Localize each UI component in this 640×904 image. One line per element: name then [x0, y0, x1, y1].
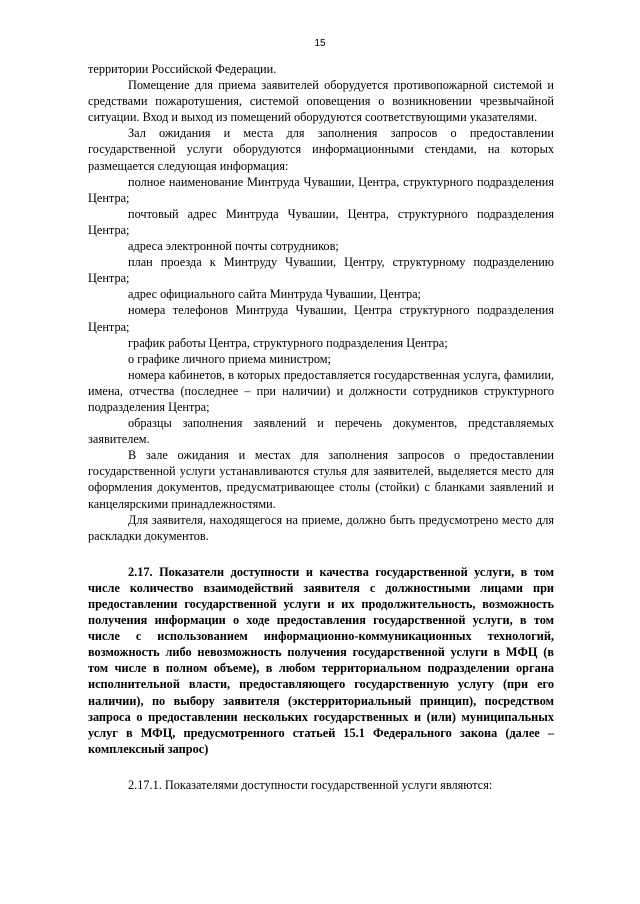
section-spacer [88, 544, 554, 564]
list-item: почтовый адрес Минтруда Чувашии, Центра, структурного подразделения Центра; [88, 206, 554, 237]
document-body [88, 61, 554, 793]
paragraph: Зал ожидания и места для заполнения запросов о предоставлении государственной услуги оборудуются информационными стендами, на которых размещается следующая информация: [88, 126, 554, 173]
list-item: адреса электронной почты сотрудников; [128, 239, 339, 254]
list-item: о графике личного приема министром; [128, 351, 331, 366]
paragraph: В зале ожидания и местах для заполнения запросов о предоставлении государственной услуги устанавливаются стулья для заявителей, выделяется место для оформления документов, предусматривающее столы (стойки) с бланками заявлений и канцелярскими принадлежностями. [88, 448, 554, 511]
list-item: номера кабинетов, в которых предоставляется государственная услуга, фамилии, имена, отчества (последнее – при наличии) и должности сотрудников структурного подразделения Центра; [88, 367, 554, 414]
paragraph: территории Российской Федерации. [88, 62, 277, 76]
paragraph: Для заявителя, находящегося на приеме, должно быть предусмотрено место для раскладки документов. [88, 512, 554, 543]
paragraph: Помещение для приема заявителей оборудуется противопожарной системой и средствами пожаротушения, системой оповещения о возникновении чрезвычайной ситуации. Вход и выход из помещений оборудуются соответствующими указателями. [88, 78, 554, 125]
section-heading: 2.17. Показатели доступности и качества государственной услуги, в том числе количество взаимодействий заявителя с должностными лицами при предоставлении государственной услуги и их продолжительность, возможность получения информации о ходе предоставления государственной услуги, в том числе с использованием информационно-коммуникационных технологий, возможность либо невозможность получения государственной услуги в МФЦ (в том числе в полном объеме), в любом территориальном подразделении органа исполнительной власти, предоставляющего государственную услугу (при его наличии), по выбору заявителя (экстерриториальный принцип), посредством запроса о предоставлении нескольких государственных и (или) муниципальных услуг в МФЦ, предусмотренного статьей 15.1 Федерального закона (далее – комплексный запрос) [88, 564, 554, 756]
page-number: 15 [314, 38, 326, 49]
list-item: план проезда к Минтруду Чувашии, Центру, структурному подразделению Центра; [88, 255, 554, 286]
section-spacer [88, 757, 554, 777]
subsection-paragraph: 2.17.1. Показателями доступности государственной услуги являются: [128, 777, 493, 792]
list-item: адрес официального сайта Минтруда Чувашии, Центра; [128, 287, 421, 302]
list-item: номера телефонов Минтруда Чувашии, Центра структурного подразделения Центра; [88, 303, 554, 334]
list-item: график работы Центра, структурного подразделения Центра; [128, 335, 448, 350]
list-item: полное наименование Минтруда Чувашии, Центра, структурного подразделения Центра; [88, 174, 554, 205]
list-item: образцы заполнения заявлений и перечень документов, представляемых заявителем. [88, 416, 554, 447]
